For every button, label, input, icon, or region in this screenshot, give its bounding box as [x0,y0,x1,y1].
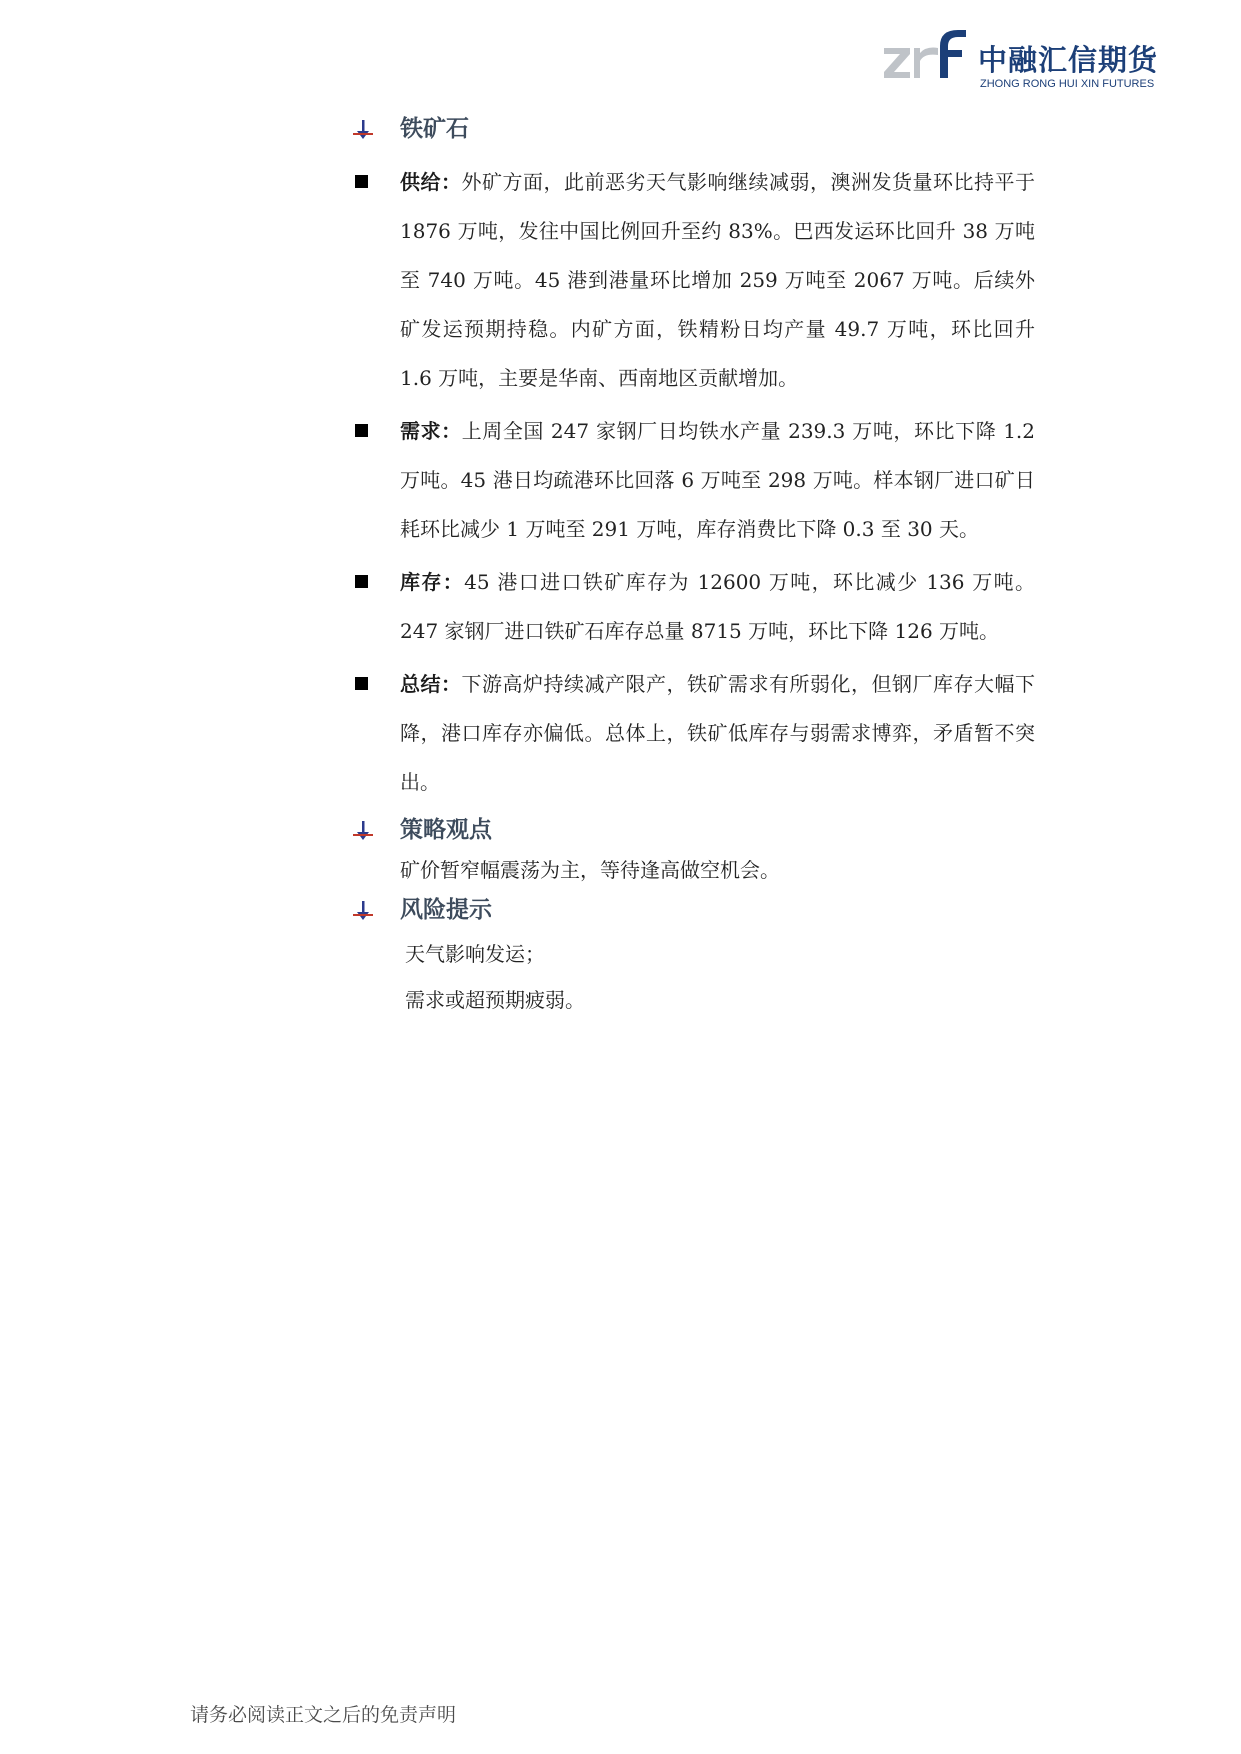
square-bullet-icon [355,575,368,588]
square-bullet-icon [355,424,368,437]
section-title: 铁矿石 [400,116,469,142]
down-arrow-bullet-icon [353,120,373,140]
section-title: 策略观点 [400,817,492,843]
risk-line: 需求或超预期疲弱。 [405,988,585,1012]
section-heading-strategy [355,813,1035,847]
list-item-summary [355,660,1035,807]
logo-english-name: ZHONG RONG HUI XIN FUTURES [980,78,1155,90]
list-item-supply [355,158,1035,403]
logo-chinese-name: 中融汇信期货 [978,43,1159,77]
section-title: 风险提示 [400,897,492,923]
item-label: 总结： [400,672,462,696]
company-logo [880,26,1180,92]
item-text: 45 港口进口铁矿库存为 12600 万吨，环比减少 136 万吨。247 家钢厂进口铁矿石库存总量 8715 万吨，环比下降 126 万吨。 [400,570,1035,643]
strategy-text: 矿价暂窄幅震荡为主，等待逢高做空机会。 [400,858,780,882]
down-arrow-bullet-icon [353,901,373,921]
item-label: 库存： [400,570,465,594]
square-bullet-icon [355,677,368,690]
report-body [355,112,1035,1023]
risk-line: 天气影响发运； [405,942,545,966]
item-text: 上周全国 247 家钢厂日均铁水产量 239.3 万吨，环比下降 1.2 万吨。45 港日均疏港环比回落 6 万吨至 298 万吨。样本钢厂进口矿日耗环比减少 1 万吨至 291 万吨，库存消费比下降 0.3 至 30 天。 [400,419,1035,541]
znf-logo-mark-icon [880,26,972,92]
item-text: 下游高炉持续减产限产，铁矿需求有所弱化，但钢厂库存大幅下降，港口库存亦偏低。总体上，铁矿低库存与弱需求博弈，矛盾暂不突出。 [400,672,1035,794]
list-item-inventory [355,558,1035,656]
item-text: 外矿方面，此前恶劣天气影响继续减弱，澳洲发货量环比持平于 1876 万吨，发往中国比例回升至约 83%。巴西发运环比回升 38 万吨至 740 万吨。45 港到港量环比增加 259 万吨至 2067 万吨。后续外矿发运预期持稳。内矿方面，铁精粉日均产量 49.7 万吨，环比回升 1.6 万吨，主要是华南、西南地区贡献增加。 [400,170,1035,390]
down-arrow-bullet-icon [353,821,373,841]
disclaimer-footer: 请务必阅读正文之后的免责声明 [190,1704,457,1726]
section-heading-iron-ore [355,112,1035,146]
square-bullet-icon [355,175,368,188]
item-label: 供给： [400,170,462,194]
section-heading-risk [355,893,1035,927]
item-label: 需求： [400,419,462,443]
list-item-demand [355,407,1035,554]
